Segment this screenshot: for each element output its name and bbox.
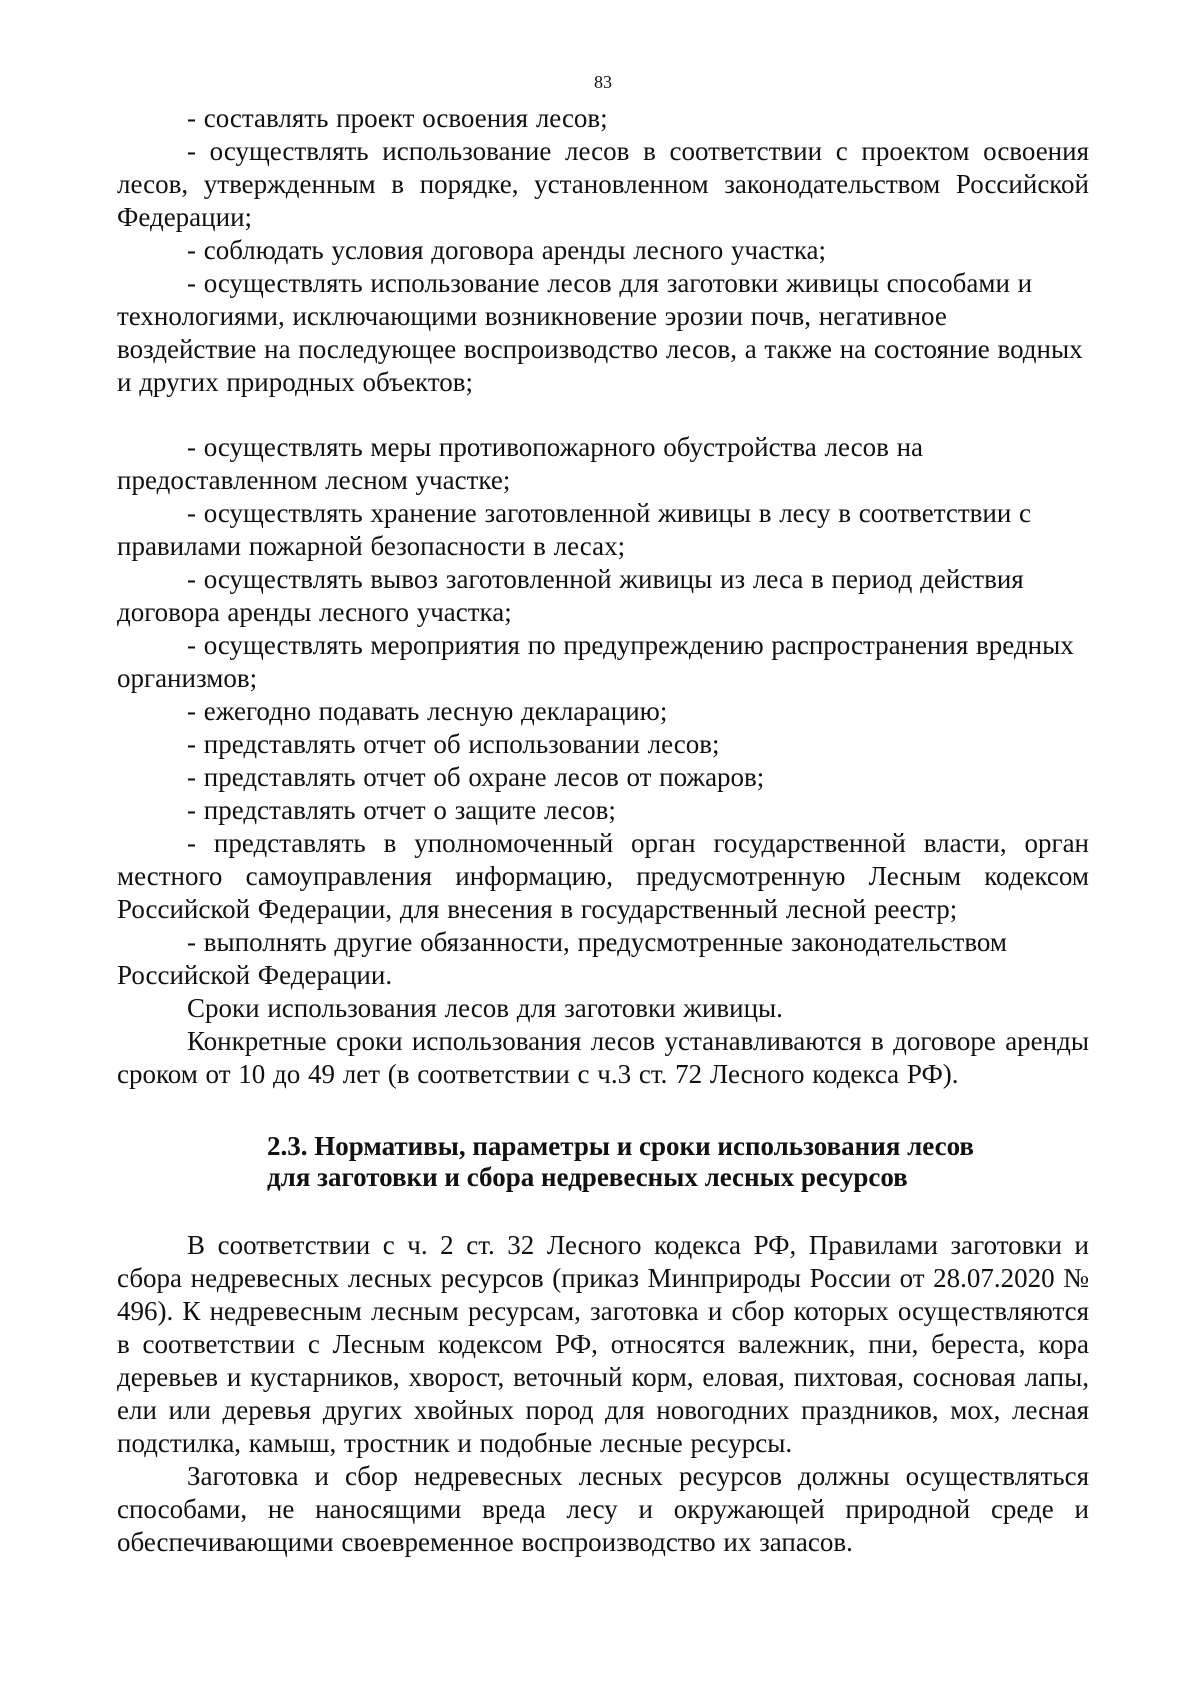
list-item: - представлять отчет об использовании лесов; (187, 729, 720, 759)
terms-paragraph: Конкретные сроки использования лесов устанавливаются в договоре аренды сроком от 10 до 49 лет (в соответствии с ч.3 ст. 72 Лесного кодекса РФ). (117, 1026, 1089, 1089)
section-paragraph-1: В соответствии с ч. 2 ст. 32 Лесного кодекса РФ, Правилами заготовки и сбора недревесных лесных ресурсов (приказ Минприроды России от 28.07.2020 № 496). К недревесным лесным ресурсам, заготовка и сбор которых осуществляются в соответствии с Лесным кодексом РФ, относятся валежник, пни, береста, кора деревьев и кустарников, хворост, веточный корм, еловая, пихтовая, сосновая лапы, ели или деревья других хвойных пород для новогодних праздников, мох, лесная подстилка, камыш, тростник и подобные лесные ресурсы. (117, 1230, 1089, 1458)
obligations-list-part-2 (117, 431, 1089, 992)
list-item: - ежегодно подавать лесную декларацию; (187, 696, 668, 726)
obligations-list-part-1 (117, 102, 1089, 399)
section-title (267, 1131, 1089, 1193)
terms-heading: Сроки использования лесов для заготовки живицы. (187, 993, 783, 1023)
list-item: - выполнять другие обязанности, предусмотренные законодательством Российской Федерации. (117, 927, 1007, 990)
blank-line (117, 399, 1089, 431)
list-item: - осуществлять использование лесов в соответствии с проектом освоения лесов, утвержденным в порядке, установленном законодательством Российской Федерации; (117, 136, 1089, 232)
list-item: - осуществлять хранение заготовленной живицы в лесу в соответствии с правилами пожарной безопасности в лесах; (117, 498, 1031, 561)
section-spacer (117, 1193, 1089, 1229)
list-item: - соблюдать условия договора аренды лесного участка; (187, 235, 827, 265)
list-item: - осуществлять мероприятия по предупреждению распространения вредных организмов; (117, 630, 1074, 693)
list-item: - осуществлять вывоз заготовленной живицы из леса в период действия договора аренды лесного участка; (117, 564, 1024, 627)
list-item: - представлять отчет о защите лесов; (187, 795, 616, 825)
list-item: - представлять отчет об охране лесов от пожаров; (187, 762, 765, 792)
page-number: 83 (594, 72, 612, 92)
list-item: - осуществлять использование лесов для заготовки живицы способами и технологиями, исключающими возникновение эрозии почв, негативное воздействие на последующее воспроизводство лесов, а также на состояние водных и других природных объектов; (117, 268, 1083, 397)
section-paragraph-2: Заготовка и сбор недревесных лесных ресурсов должны осуществляться способами, не наносящими вреда лесу и окружающей природной среде и обеспечивающими своевременное воспроизводство их запасов. (117, 1461, 1089, 1557)
list-item: - осуществлять меры противопожарного обустройства лесов на предоставленном лесном участке; (117, 432, 924, 495)
section-title-line-1: 2.3. Нормативы, параметры и сроки использования лесов (267, 1131, 974, 1161)
list-item: - представлять в уполномоченный орган государственной власти, орган местного самоуправления информацию, предусмотренную Лесным кодексом Российской Федерации, для внесения в государственный лесной реестр; (117, 828, 1089, 924)
section-spacer (117, 1091, 1089, 1131)
list-item: - составлять проект освоения лесов; (187, 103, 608, 133)
section-title-line-2: для заготовки и сбора недревесных лесных ресурсов (267, 1162, 908, 1192)
